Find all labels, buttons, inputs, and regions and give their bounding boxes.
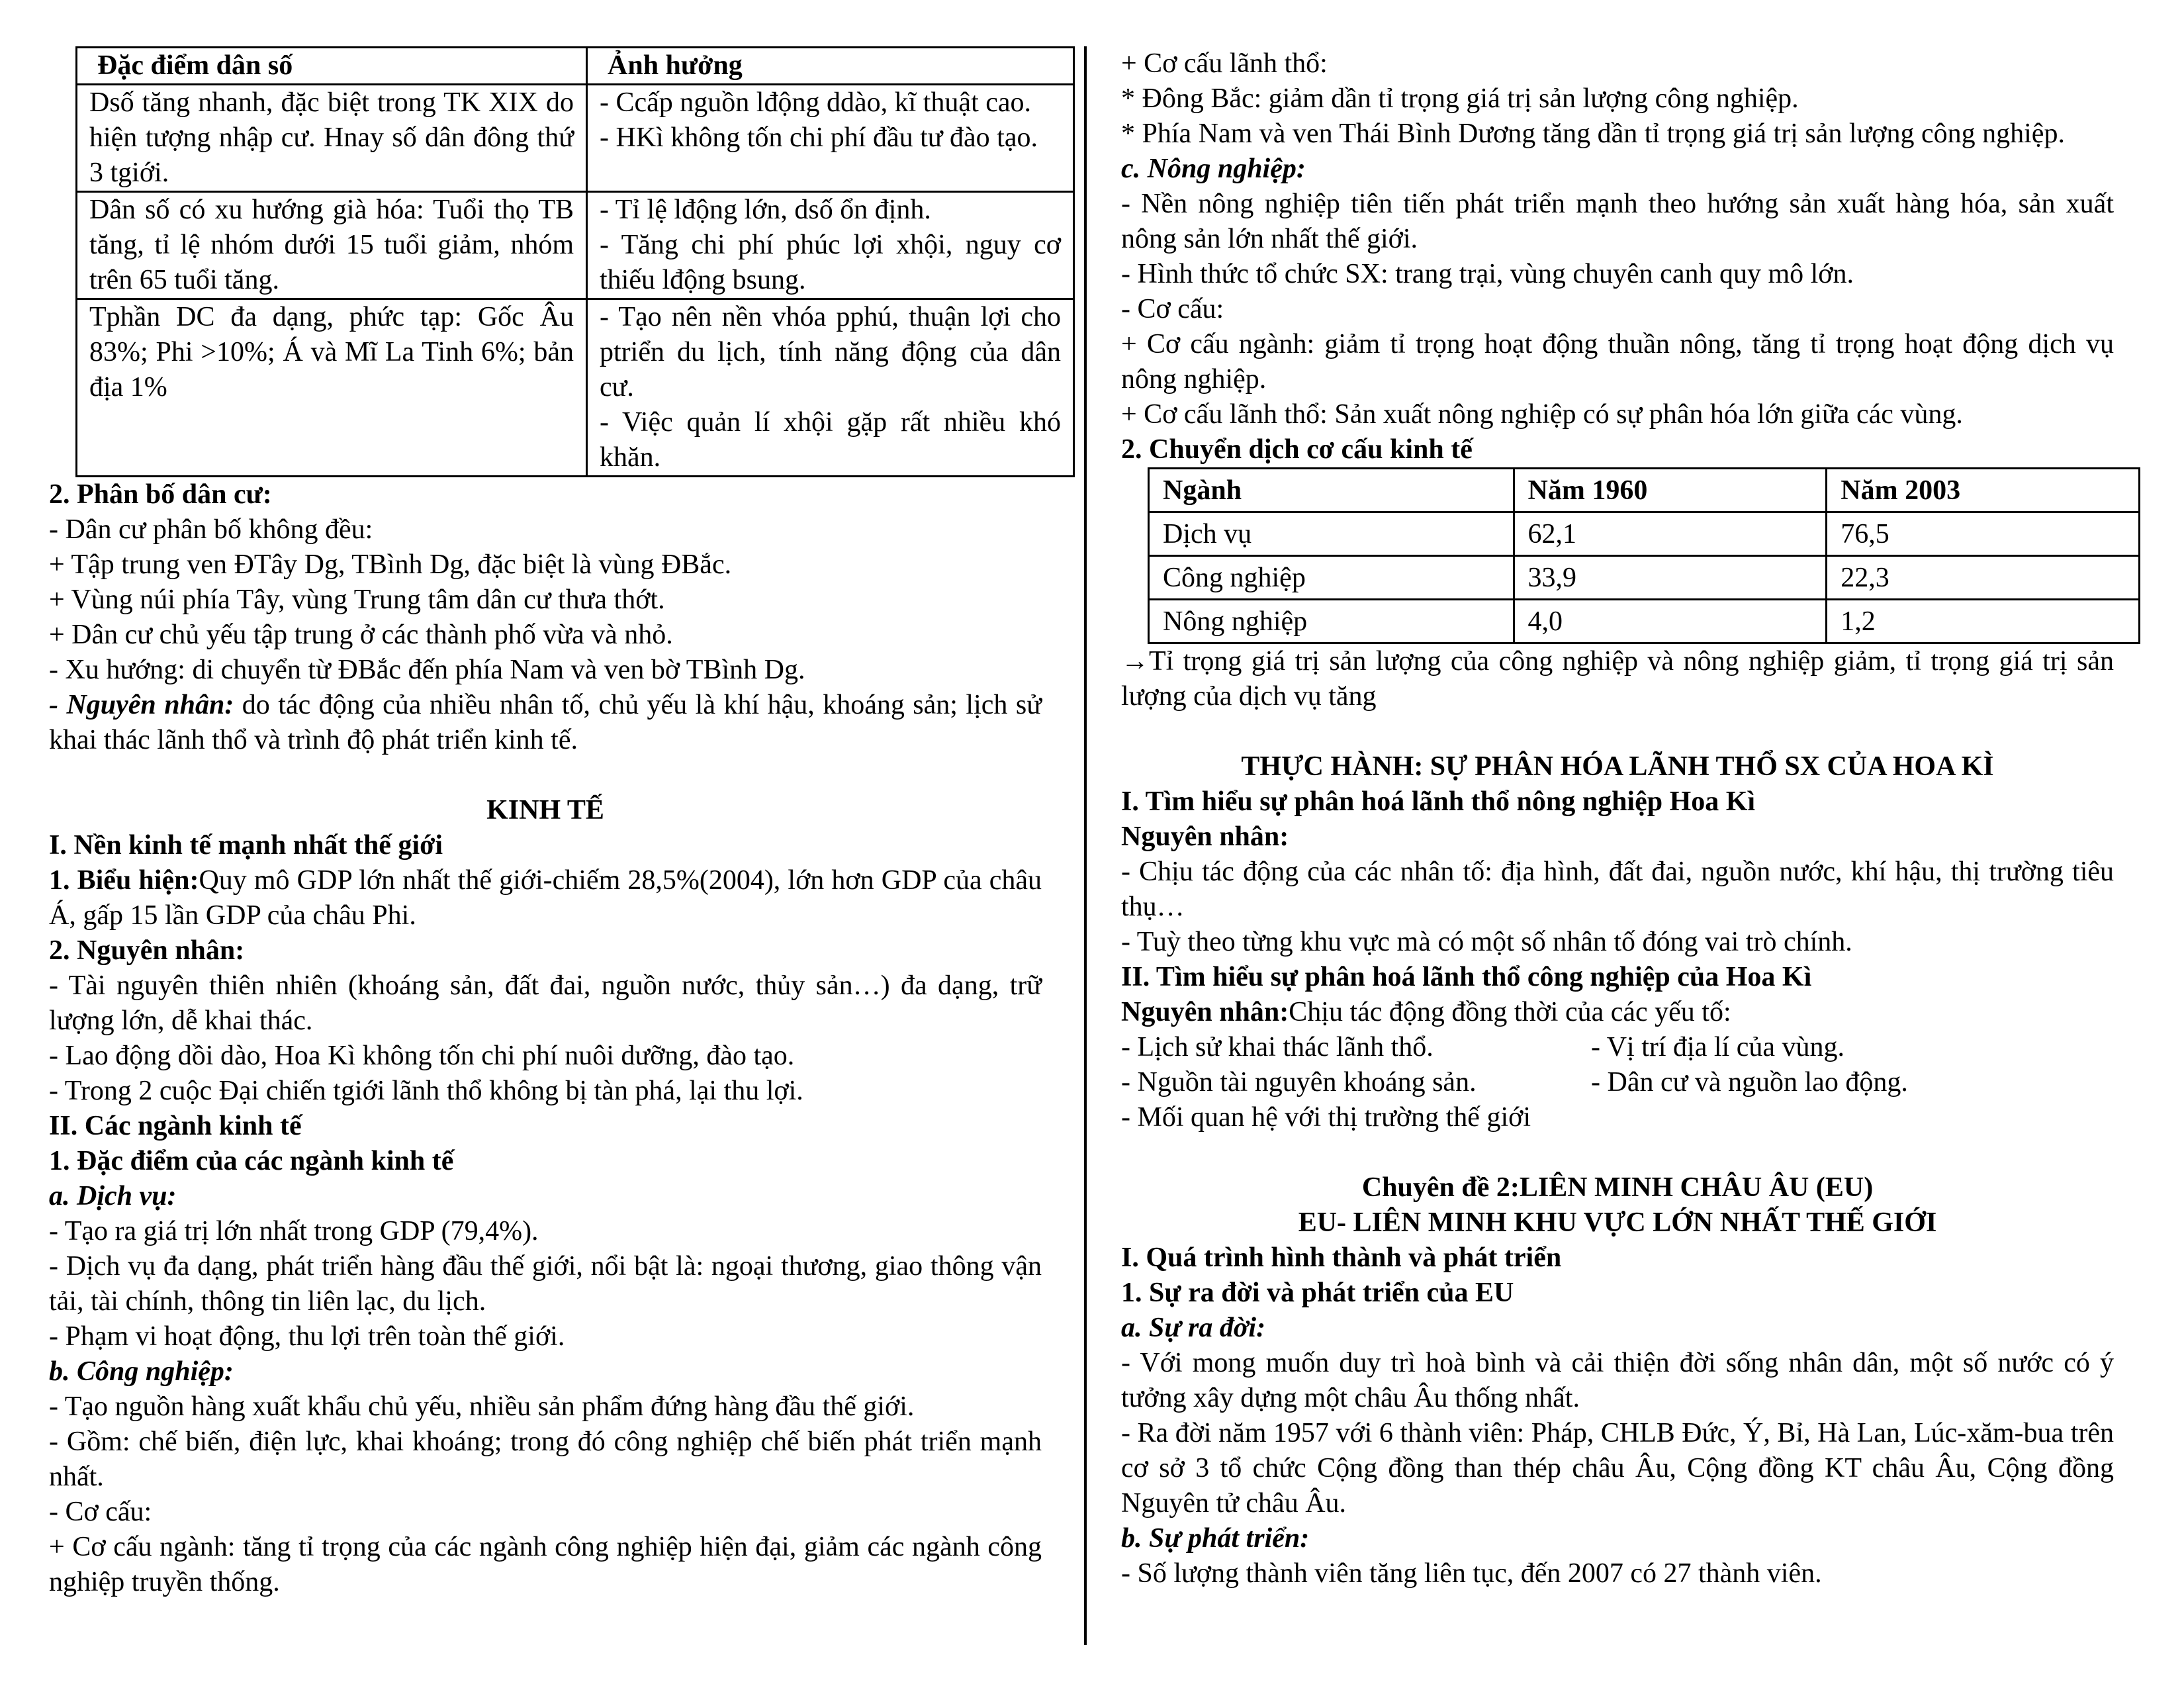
text-line: - Hình thức tổ chức SX: trang trại, vùng chuyên canh quy mô lớn. [1121,259,1854,289]
text-line: - Tạo nguồn hàng xuất khẩu chủ yếu, nhiều sản phẩm đứng hàng đầu thế giới. [49,1391,915,1422]
text-line: - Nền nông nghiệp tiên tiến phát triển mạnh theo hướng sản xuất hàng hóa, sản xuất nông sản lớn nhất thế giới. [1121,189,2114,254]
arrow-icon: → [1121,646,1149,677]
text-line: - Tạo ra giá trị lớn nhất trong GDP (79,4%). [49,1216,539,1246]
text-line: - Trong 2 cuộc Đại chiến tgiới lãnh thổ không bị tàn phá, lại thu lợi. [49,1076,803,1106]
list-item: - Lịch sử khai thác lãnh thổ. [1121,1032,1433,1062]
column-divider [1084,46,1087,1645]
two-column-line [1121,1065,2114,1100]
table-cell [587,192,1074,299]
text-line: - Lao động dồi dào, Hoa Kì không tốn chi phí nuôi dưỡng, đào tạo. [49,1041,795,1071]
inline-text: Chịu tác động đồng thời của các yếu tố: [1289,997,1731,1027]
section-heading: 2. Chuyển dịch cơ cấu kinh tế [1121,434,1473,465]
subsection-heading: a. Dịch vụ: [49,1181,177,1211]
section-title: THỰC HÀNH: SỰ PHÂN HÓA LÃNH THỔ SX CỦA HOA KÌ [1241,751,1994,782]
text-line: - Gồm: chế biến, điện lực, khai khoáng; trong đó công nghiệp chế biến phát triển mạnh nhất. [49,1427,1042,1492]
economic-structure-table [1148,467,2140,644]
table-cell: 1,2 [1827,600,2140,643]
table-cell [587,85,1074,192]
section-heading: 2. Nguyên nhân: [49,935,245,966]
table-cell: 62,1 [1514,512,1827,556]
effect-line: - Tạo nên nền vhóa pphú, thuận lợi cho ptriển du lịch, tính năng động của dân cư. [600,302,1061,402]
text-line: - Dân cư phân bố không đều: [49,514,373,545]
table-header-row [1149,469,2140,512]
text-line: + Cơ cấu ngành: tăng tỉ trọng của các ngành công nghiệp hiện đại, giảm các ngành công nghiệp truyền thống. [49,1532,1042,1597]
subsection-heading: a. Sự ra đời: [1121,1313,1266,1343]
text-line: - Với mong muốn duy trì hoà bình và cải thiện đời sống nhân dân, một số nước có ý tưởng xây dựng một châu Âu thống nhất. [1121,1348,2114,1413]
section-heading: I. Quá trình hình thành và phát triển [1121,1243,1562,1273]
list-item: - Nguồn tài nguyên khoáng sản. [1121,1067,1477,1098]
effect-line: - Ccấp nguồn lđộng ddào, kĩ thuật cao. [600,87,1032,118]
conclusion-text: Tỉ trọng giá trị sản lượng của công nghiệp và nông nghiệp giảm, tỉ trọng giá trị sản lượng của dịch vụ tăng [1121,646,2114,712]
effect-line: - Tỉ lệ lđộng lớn, dsố ổn định. [600,195,931,225]
text-line: + Dân cư chủ yếu tập trung ở các thành phố vừa và nhỏ. [49,620,673,650]
text-line: + Cơ cấu ngành: giảm tỉ trọng hoạt động thuần nông, tăng tỉ trọng hoạt động dịch vụ nông nghiệp. [1121,329,2114,395]
text-line: + Cơ cấu lãnh thổ: Sản xuất nông nghiệp có sự phân hóa lớn giữa các vùng. [1121,399,1963,430]
table-cell: 22,3 [1827,556,2140,600]
section-heading: 1. Sự ra đời và phát triển của EU [1121,1278,1514,1308]
section-heading: II. Các ngành kinh tế [49,1111,302,1141]
paragraph [1121,995,2114,1030]
table-cell: Nông nghiệp [1149,600,1514,643]
list-item: - Vị trí địa lí của vùng. [1591,1032,1844,1062]
inline-label: Nguyên nhân: [1121,997,1289,1027]
text-line: - Tuỳ theo từng khu vực mà có một số nhân tố đóng vai trò chính. [1121,927,1852,957]
text-line: - Tài nguyên thiên nhiên (khoáng sản, đất đai, nguồn nước, thủy sản…) đa dạng, trữ lượng lớn, dễ khai thác. [49,970,1042,1036]
subsection-heading: b. Sự phát triển: [1121,1523,1310,1554]
table-cell: 76,5 [1827,512,2140,556]
list-item: - Dân cư và nguồn lao động. [1591,1067,1908,1098]
table-header: Đặc điểm dân số [77,48,587,85]
text-line: - Xu hướng: di chuyển từ ĐBắc đến phía Nam và ven bờ TBình Dg. [49,655,805,685]
table-cell: 4,0 [1514,600,1827,643]
table-header-row [77,48,1074,85]
table-cell: Dsố tăng nhanh, đặc biệt trong TK XIX do hiện tượng nhập cư. Hnay số dân đông thứ 3 tgiới. [77,85,587,192]
inline-label: - Nguyên nhân: [49,690,234,720]
population-table [75,46,1075,477]
table-cell: 33,9 [1514,556,1827,600]
section-heading: I. Tìm hiểu sự phân hoá lãnh thổ nông nghiệp Hoa Kì [1121,786,1756,817]
left-column [49,46,1061,1600]
text-line: - Số lượng thành viên tăng liên tục, đến 2007 có 27 thành viên. [1121,1558,1822,1589]
inline-text: Quy mô GDP lớn nhất thế giới-chiếm 28,5%(2004), lớn hơn GDP của châu Á, gấp 15 lần GDP của châu Phi. [49,865,1042,931]
table-cell: Công nghiệp [1149,556,1514,600]
section-heading: 1. Đặc điểm của các ngành kinh tế [49,1146,454,1176]
table-cell: Dịch vụ [1149,512,1514,556]
table-cell: Tphần DC đa dạng, phức tạp: Gốc Âu 83%; Phi >10%; Á và Mĩ La Tinh 6%; bản địa 1% [77,299,587,477]
table-row [77,192,1074,299]
text-line: - Mối quan hệ với thị trường thế giới [1121,1102,1531,1133]
effect-line: - Việc quản lí xhội gặp rất nhiều khó khăn. [600,407,1061,473]
table-cell [587,299,1074,477]
table-header: Năm 1960 [1514,469,1827,512]
inline-label: 1. Biểu hiện: [49,865,199,896]
text-line: * Phía Nam và ven Thái Bình Dương tăng dần tỉ trọng giá trị sản lượng công nghiệp. [1121,118,2065,149]
text-line: - Dịch vụ đa dạng, phát triển hàng đầu thế giới, nổi bật là: ngoại thương, giao thông vận tải, tài chính, thông tin liên lạc, du lịch. [49,1251,1042,1317]
table-header: Ảnh hưởng [587,48,1074,85]
table-row [1149,556,2140,600]
text-line: - Cơ cấu: [1121,294,1224,324]
paragraph [1121,644,2114,714]
text-line: - Ra đời năm 1957 với 6 thành viên: Pháp, CHLB Đức, Ý, Bỉ, Hà Lan, Lúc-xăm-bua trên cơ sở 3 tổ chức Cộng đồng than thép châu Âu, Cộng đồng KT châu Âu, Cộng đồng Nguyên tử châu Âu. [1121,1418,2114,1519]
section-title: Chuyên đề 2:LIÊN MINH CHÂU ÂU (EU) [1361,1172,1874,1203]
section-heading: I. Nền kinh tế mạnh nhất thế giới [49,830,443,861]
section-heading: 2. Phân bố dân cư: [49,479,272,510]
text-line: * Đông Bắc: giảm dần tỉ trọng giá trị sản lượng công nghiệp. [1121,83,1799,114]
effect-line: - HKì không tốn chi phí đầu tư đào tạo. [600,122,1038,153]
subsection-heading: c. Nông nghiệp: [1121,154,1306,184]
table-row [1149,600,2140,643]
text-line: - Phạm vi hoạt động, thu lợi trên toàn thế giới. [49,1321,565,1352]
text-line: - Cơ cấu: [49,1497,152,1527]
inline-text: do tác động của nhiều nhân tố, chủ yếu là khí hậu, khoáng sản; lịch sử khai thác lãnh thổ và trình độ phát triển kinh tế. [49,690,1042,755]
paragraph [49,863,1042,933]
section-subtitle: EU- LIÊN MINH KHU VỰC LỚN NHẤT THẾ GIỚI [1298,1207,1937,1238]
effect-line: - Tăng chi phí phúc lợi xhội, nguy cơ thiếu lđộng bsung. [600,230,1061,295]
section-heading: II. Tìm hiểu sự phân hoá lãnh thổ công nghiệp của Hoa Kì [1121,962,1812,992]
subsection-heading: b. Công nghiệp: [49,1356,234,1387]
table-row [77,299,1074,477]
section-heading: Nguyên nhân: [1121,821,1289,852]
text-line: + Tập trung ven ĐTây Dg, TBình Dg, đặc biệt là vùng ĐBắc. [49,549,732,580]
table-row [77,85,1074,192]
table-header: Năm 2003 [1827,469,2140,512]
table-header: Ngành [1149,469,1514,512]
table-row [1149,512,2140,556]
table-cell: Dân số có xu hướng già hóa: Tuổi thọ TB tăng, tỉ lệ nhóm dưới 15 tuổi giảm, nhóm trên 65 tuổi tăng. [77,192,587,299]
text-line: + Cơ cấu lãnh thổ: [1121,48,1328,79]
text-line: - Chịu tác động của các nhân tố: địa hình, đất đai, nguồn nước, khí hậu, thị trường tiêu thụ… [1121,857,2114,922]
text-line: + Vùng núi phía Tây, vùng Trung tâm dân cư thưa thớt. [49,585,665,615]
two-column-line [1121,1030,2114,1065]
right-column [1121,46,2114,1591]
paragraph [49,688,1042,758]
section-title: KINH TẾ [486,795,604,825]
